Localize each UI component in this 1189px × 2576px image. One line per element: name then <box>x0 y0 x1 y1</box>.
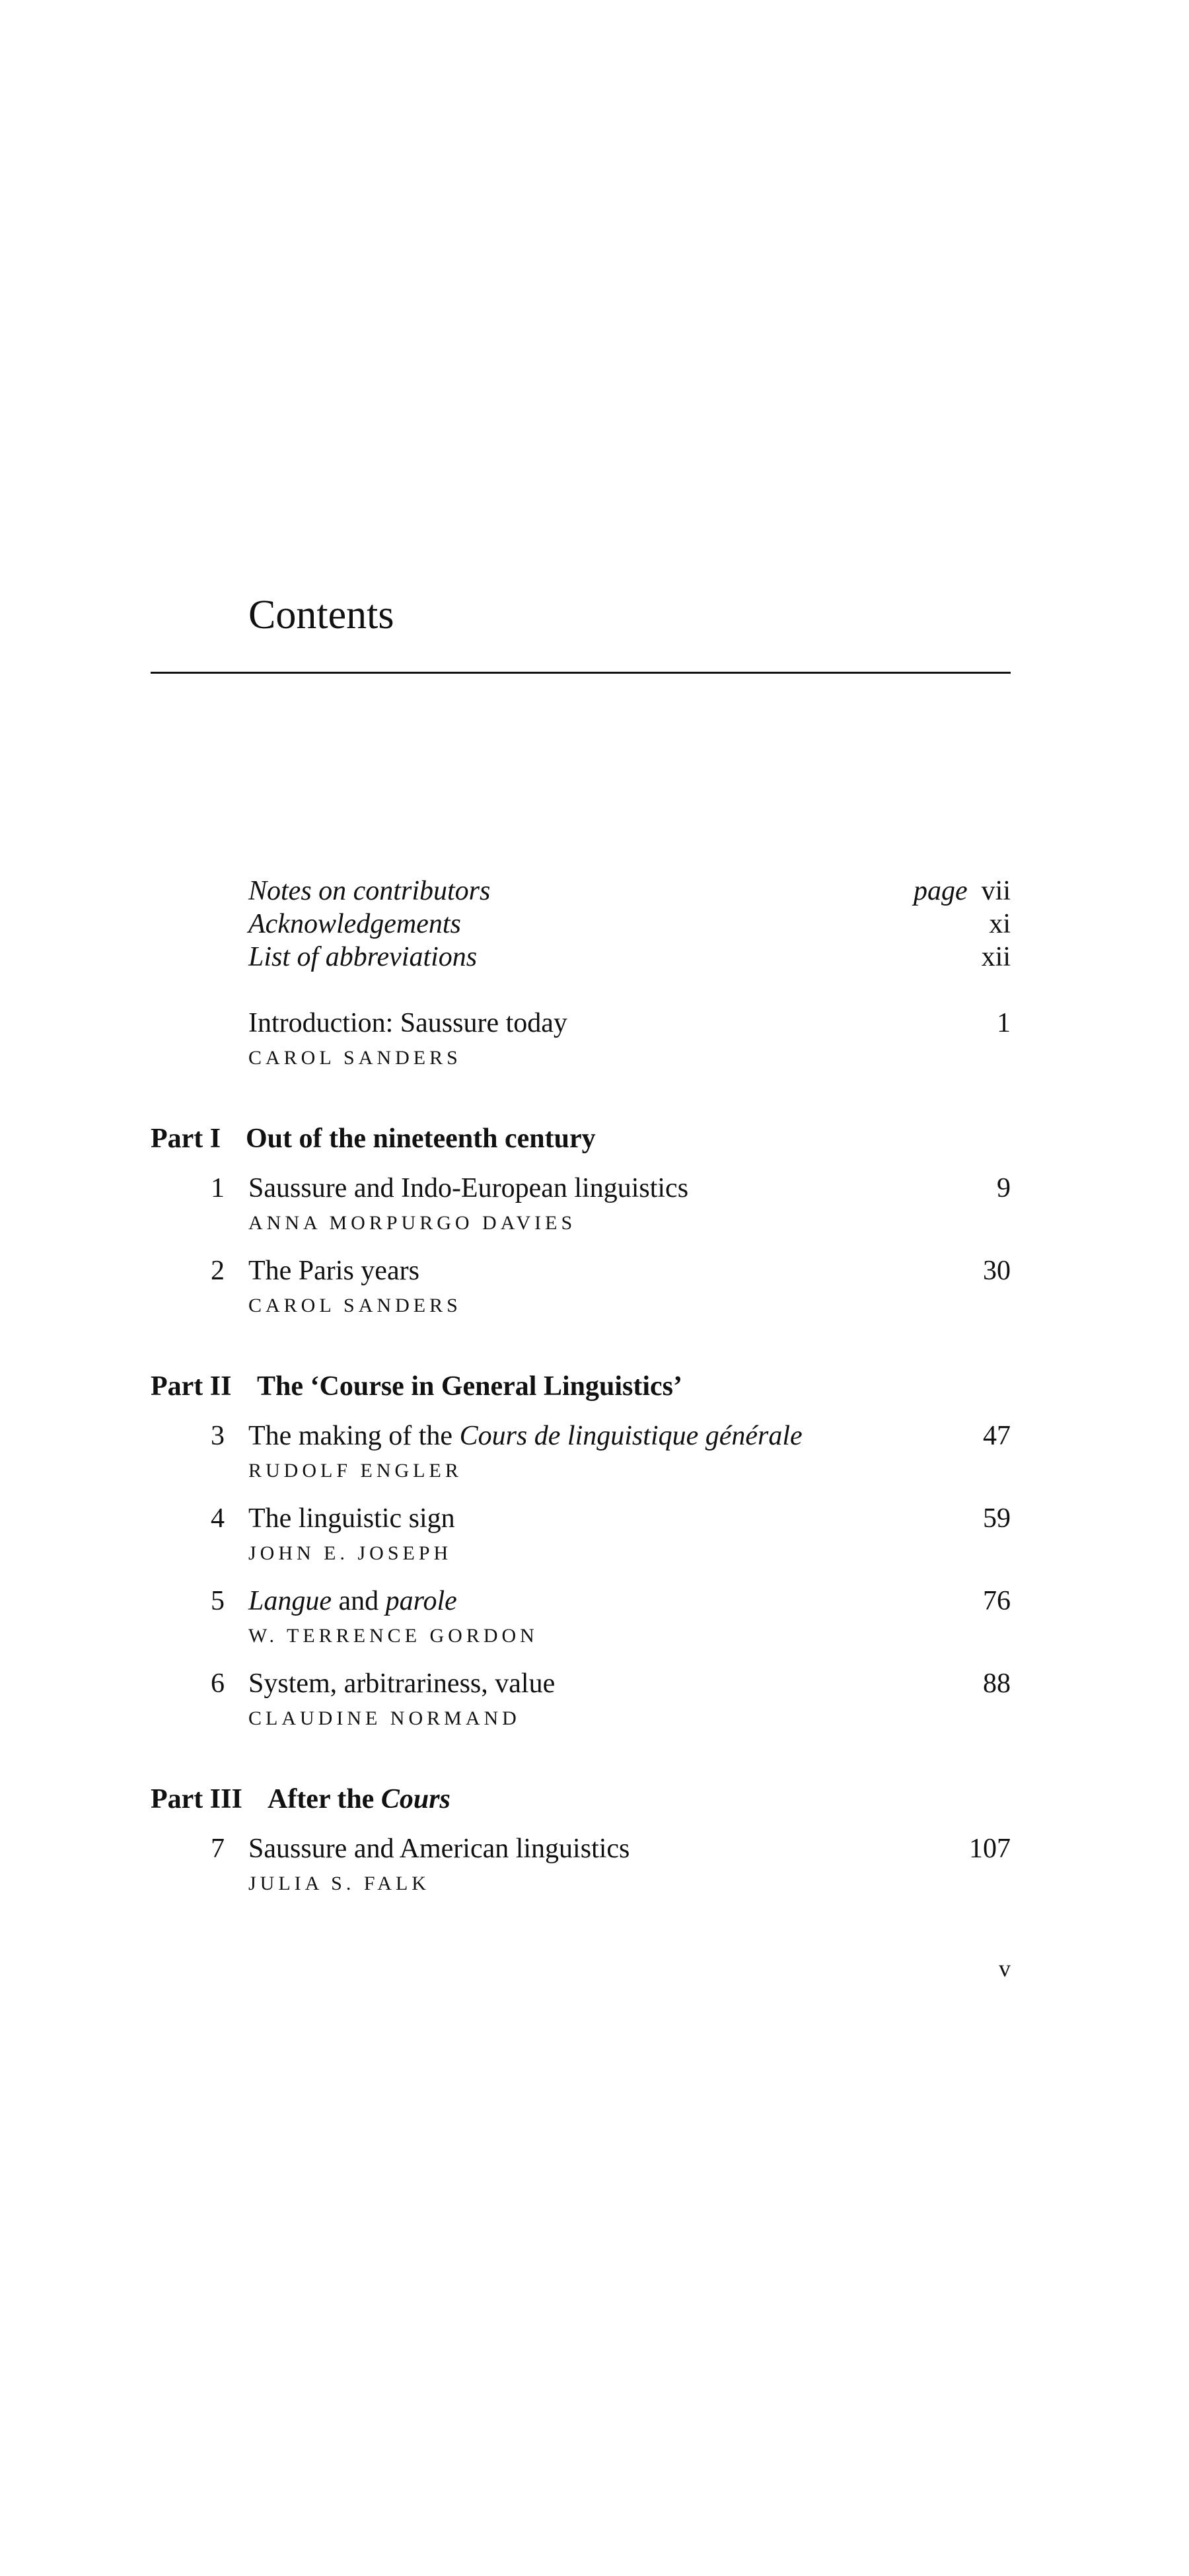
title-rule <box>151 672 1011 674</box>
toc-entry-title[interactable] <box>248 1587 457 1615</box>
part-label: Part II <box>151 1371 232 1402</box>
toc-entry-author: CAROL SANDERS <box>248 1047 462 1069</box>
part-title-text: After the <box>268 1784 381 1814</box>
toc-entry-page: 59 <box>983 1503 1011 1534</box>
chapter-number: 5 <box>211 1586 225 1616</box>
part-label: Part III <box>151 1784 242 1814</box>
chapter-number: 7 <box>211 1834 225 1864</box>
toc-entry-title[interactable]: Notes on contributors <box>248 876 491 906</box>
part-title: Out of the nineteenth century <box>246 1124 596 1154</box>
toc-entry-title[interactable]: System, arbitrariness, value <box>248 1668 556 1699</box>
toc-entry-author: JULIA S. FALK <box>248 1873 430 1894</box>
chapter-number: 2 <box>211 1256 225 1286</box>
toc-entry-title[interactable] <box>248 1422 803 1450</box>
toc-entry-title[interactable]: Saussure and American linguistics <box>248 1834 630 1864</box>
chapter-number: 6 <box>211 1668 225 1699</box>
toc-entry-title[interactable]: The Paris years <box>248 1256 419 1286</box>
toc-entry-page: xii <box>981 942 1011 972</box>
toc-entry-page: 47 <box>983 1421 1011 1451</box>
part-title-italic-text: Cours <box>380 1784 450 1814</box>
page-folio: v <box>999 1955 1011 1982</box>
title-italic-text: Langue <box>248 1586 332 1616</box>
page-prefix: page <box>914 876 968 906</box>
toc-entry-author: ANNA MORPURGO DAVIES <box>248 1212 577 1234</box>
title-text: and <box>332 1586 386 1616</box>
toc-entry-page: xi <box>989 909 1011 939</box>
chapter-number: 1 <box>211 1173 225 1203</box>
toc-entry-title[interactable]: Introduction: Saussure today <box>248 1008 567 1038</box>
toc-entry-title[interactable]: Acknowledgements <box>248 909 461 939</box>
toc-entry-title[interactable]: Saussure and Indo-European linguistics <box>248 1173 689 1203</box>
chapter-number: 3 <box>211 1421 225 1451</box>
toc-entry-page: 76 <box>983 1586 1011 1616</box>
toc-entry-title[interactable]: List of abbreviations <box>248 942 478 972</box>
chapter-number: 4 <box>211 1503 225 1534</box>
toc-entry-author: RUDOLF ENGLER <box>248 1460 462 1482</box>
page-title: Contents <box>248 592 394 637</box>
toc-entry-author: CAROL SANDERS <box>248 1295 462 1316</box>
toc-entry-title[interactable]: The linguistic sign <box>248 1503 455 1534</box>
part-label: Part I <box>151 1124 221 1154</box>
part-title <box>268 1785 450 1813</box>
title-text: The making of the <box>248 1421 460 1451</box>
toc-entry-author: W. TERRENCE GORDON <box>248 1625 538 1647</box>
toc-entry-page: 107 <box>969 1834 1011 1864</box>
title-italic-text: parole <box>385 1586 457 1616</box>
part-title: The ‘Course in General Linguistics’ <box>257 1371 683 1402</box>
toc-entry-author: CLAUDINE NORMAND <box>248 1707 521 1729</box>
toc-entry-author: JOHN E. JOSEPH <box>248 1542 452 1564</box>
toc-entry-page: 30 <box>983 1256 1011 1286</box>
toc-entry-page: 9 <box>997 1173 1011 1203</box>
toc-entry-page: 1 <box>997 1008 1011 1038</box>
toc-entry-page: 88 <box>983 1668 1011 1699</box>
toc-entry-page <box>914 877 1011 905</box>
page-number: vii <box>981 876 1011 906</box>
title-italic-text: Cours de linguistique générale <box>459 1421 803 1451</box>
